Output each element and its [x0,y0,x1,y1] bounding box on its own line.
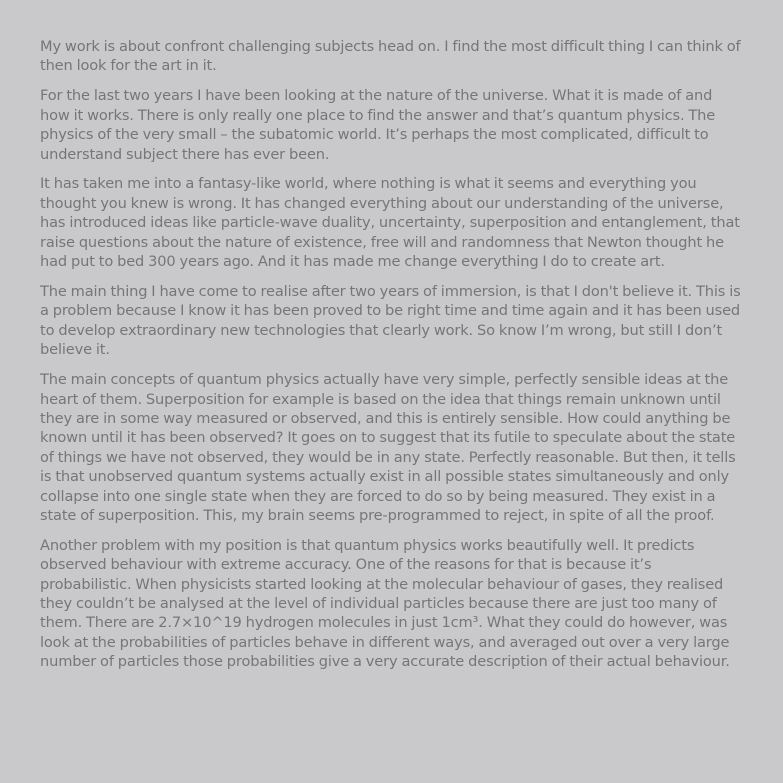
paragraph-universe: For the last two years I have been looking at the nature of the universe. What it is made of and how it works. There is only really one place to find the answer and that’s quantum physics. The physics of the very small – the subatomic world. It’s perhaps the most complicated, difficult to understand subject there has ever been. [40,87,716,163]
paragraph-probability: Another problem with my position is that quantum physics works beautifully well. It predicts observed behaviour with extreme accuracy. One of the reasons for that is because it’s probabilistic. When physicists started looking at the molecular behaviour of gases, they realised they couldn’t be analysed at the level of individual particles because there are just too many of them. There are 2.7×10^19 hydrogen molecules in just 1cm³. What they could do however, was look at the probabilities of particles behave in different ways, and averaged out over a very large number of particles those probabilities give a very accurate description of their actual behaviour. [40,536,730,671]
paragraph-fantasy-world: It has taken me into a fantasy-like world, where nothing is what it seems and everything you thought you knew is wrong. It has changed everything about our understanding of the universe, has introduced ideas like particle-wave duality, uncertainty, superposition and entanglement, that raise questions about the nature of existence, free will and randomness that Newton thought he had put to bed 300 years ago. And it has made me change everything I do to create art. [40,175,740,271]
paragraph-intro: My work is about confront challenging subjects head on. I find the most difficult thing I can think of then look for the art in it. [40,38,741,75]
paragraph-disbelief: The main thing I have come to realise after two years of immersion, is that I don't believe it. This is a problem because I know it has been proved to be right time and time again and it has been used to develop extraordinary new technologies that clearly work. So know I’m wrong, but still I don’t believe it. [40,282,741,359]
paragraph-superposition: The main concepts of quantum physics actually have very simple, perfectly sensible ideas at the heart of them. Superposition for example is based on the idea that things remain unknown until they are in some way measured or observed, and this is entirely sensible. How could anything be known until it has been observed? It goes on to suggest that its futile to speculate about the state of things we have not observed, they would be in any state. Perfectly reasonable. But then, it tells is that unobserved quantum systems actually exist in all possible states simultaneously and only collapse into one single state when they are forced to do so by being measured. They exist in a state of superposition. This, my brain seems pre-programmed to reject, in spite of all the proof. [40,371,736,524]
